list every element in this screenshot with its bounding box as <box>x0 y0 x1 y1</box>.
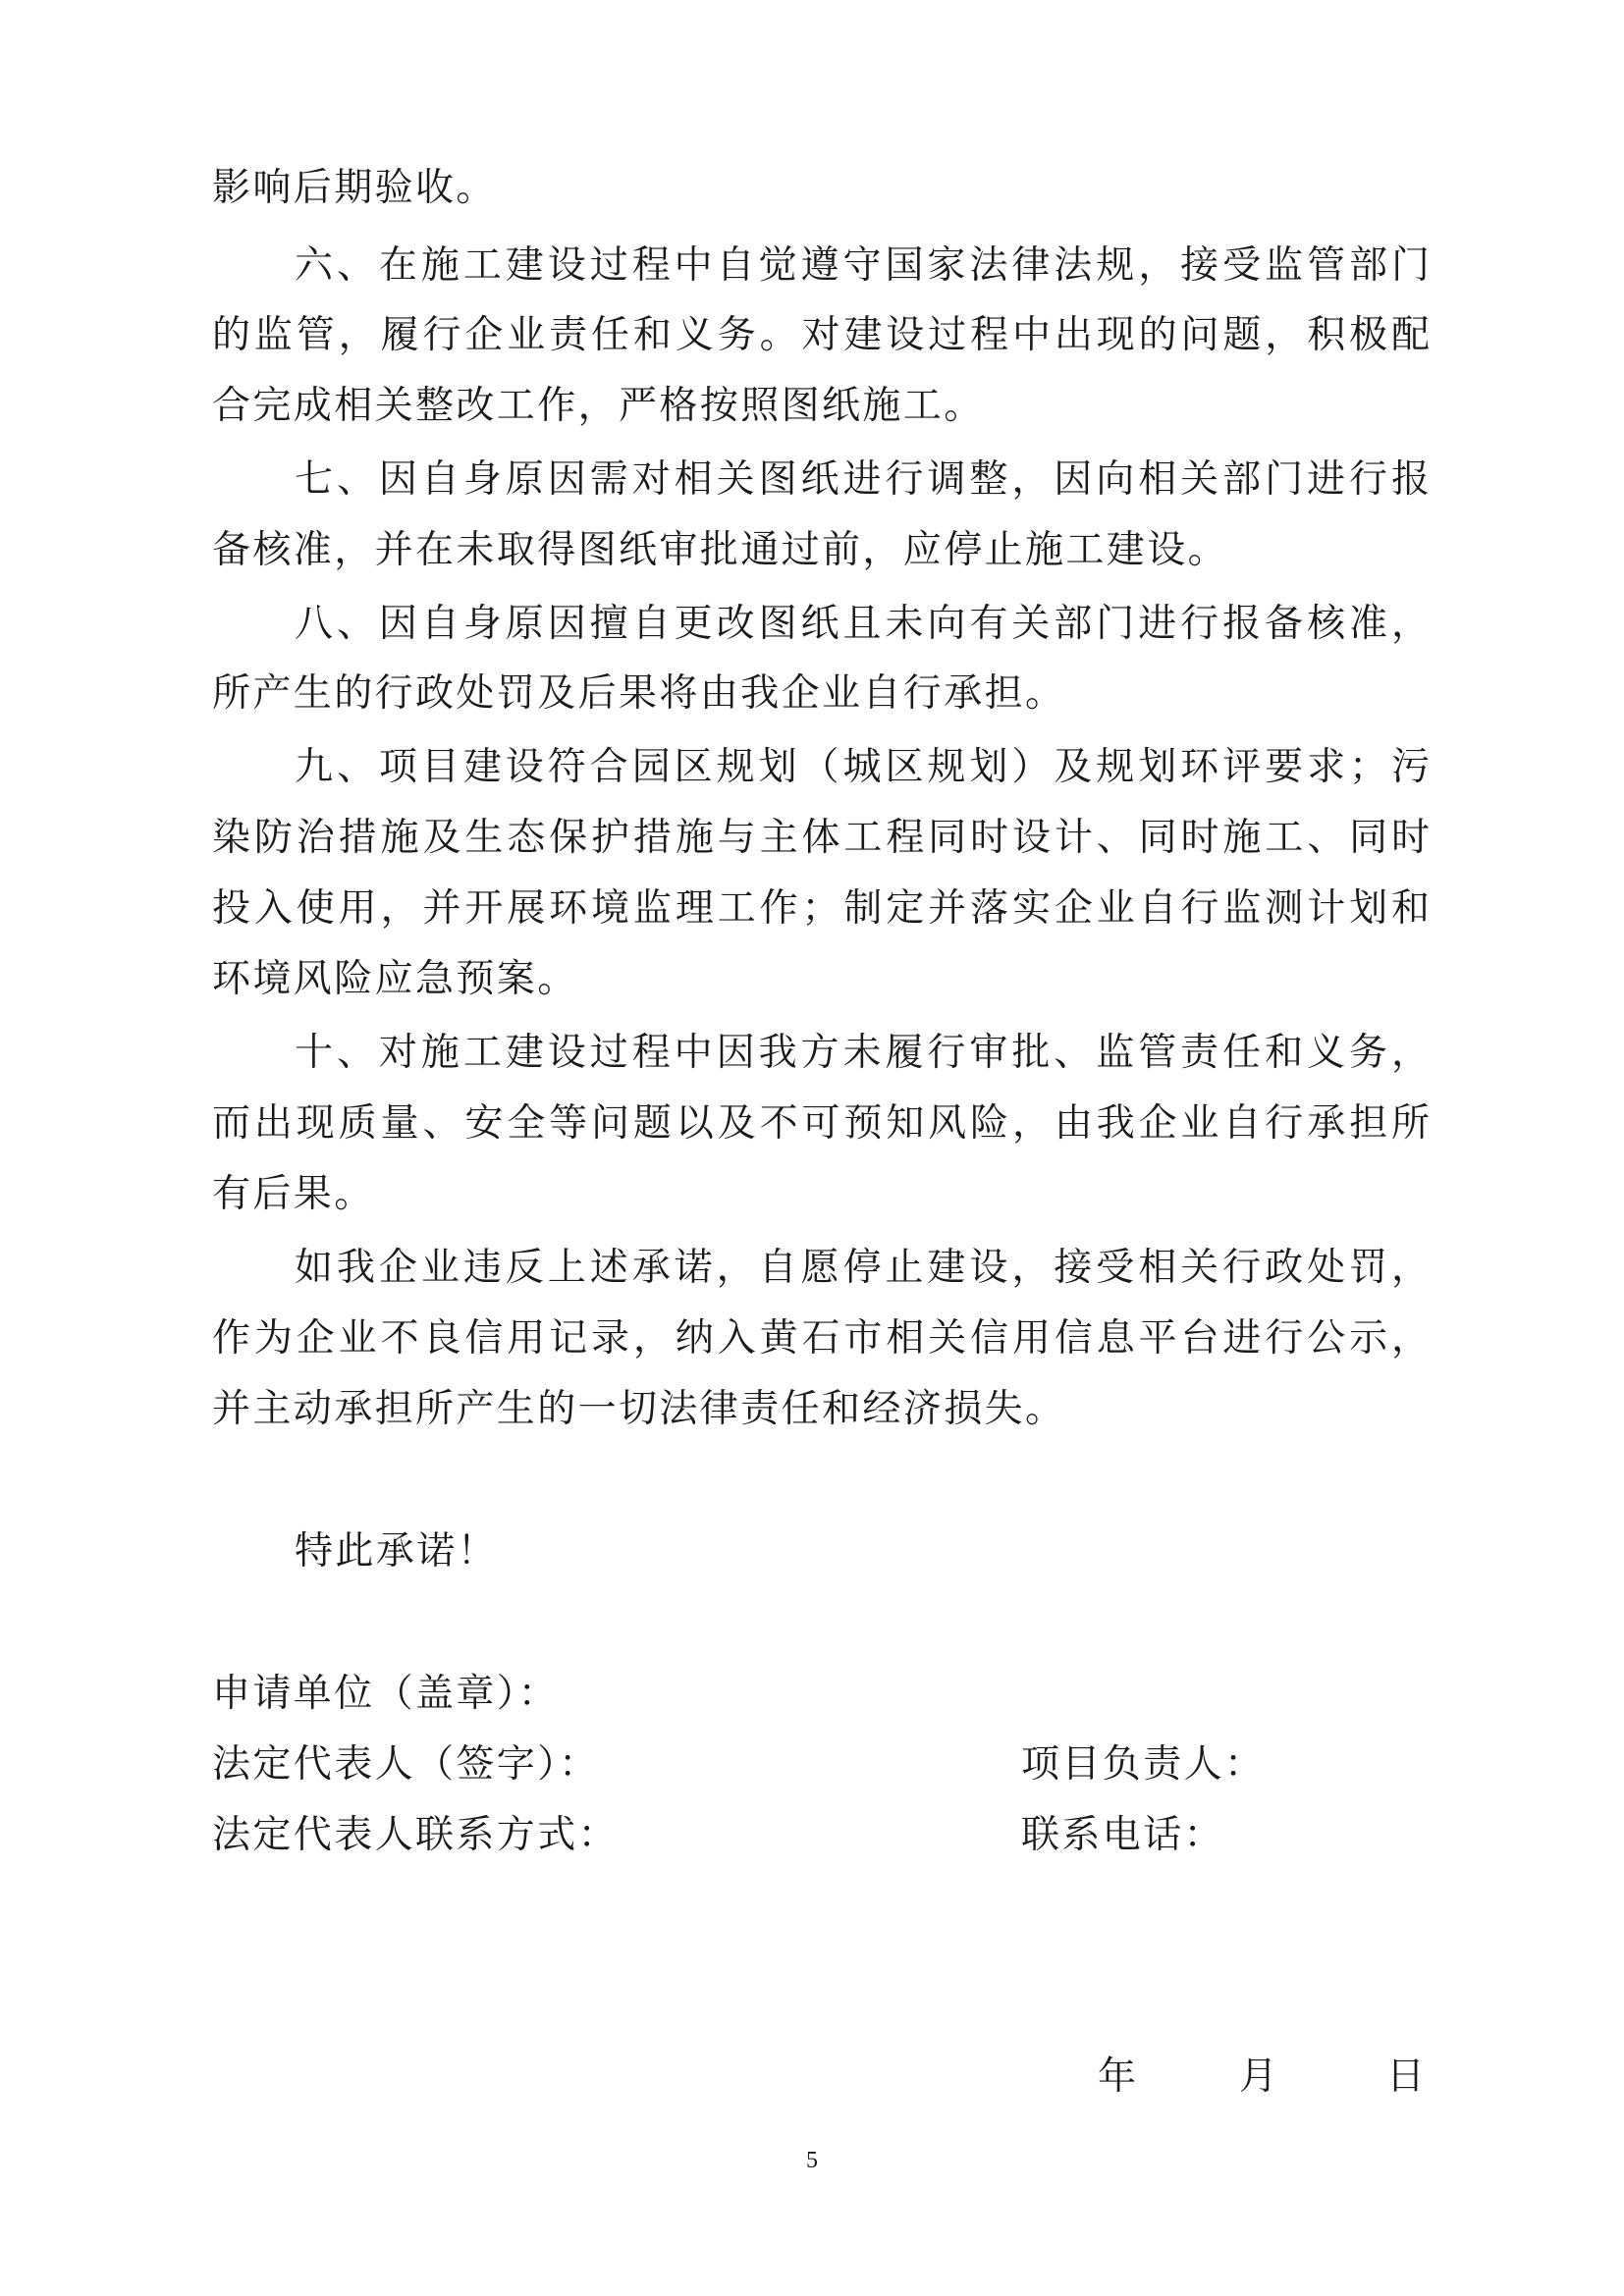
paragraph-line: 投入使用，并开展环境监理工作；制定并落实企业自行监测计划和 <box>212 886 1430 931</box>
paragraph-line: 影响后期验收。 <box>212 166 497 210</box>
legal-rep-label: 法定代表人（签字）： <box>212 1742 600 1787</box>
paragraph-line: 有后果。 <box>212 1172 375 1216</box>
paragraph-line: 作为企业不良信用记录，纳入黄石市相关信用信息平台进行公示， <box>212 1316 1430 1361</box>
paragraph-line: 如我企业违反上述承诺，自愿停止建设，接受相关行政处罚， <box>295 1246 1430 1290</box>
applicant-unit-label: 申请单位（盖章）： <box>212 1672 560 1716</box>
paragraph-line: 合完成相关整改工作，严格按照图纸施工。 <box>212 384 985 428</box>
legal-rep-contact-label: 法定代表人联系方式： <box>212 1813 620 1857</box>
paragraph-line: 六、在施工建设过程中自觉遵守国家法律法规，接受监管部门 <box>295 243 1430 288</box>
project-lead-label: 项目负责人： <box>1021 1742 1266 1787</box>
paragraph-line: 备核准，并在未取得图纸审批通过前，应停止施工建设。 <box>212 528 1229 572</box>
date-year: 年 <box>1098 2055 1137 2099</box>
paragraph-line: 染防治措施及生态保护措施与主体工程同时设计、同时施工、同时 <box>212 816 1430 860</box>
paragraph-line: 而出现质量、安全等问题以及不可预知风险，由我企业自行承担所 <box>212 1101 1430 1146</box>
paragraph-line: 十、对施工建设过程中因我方未履行审批、监管责任和义务， <box>295 1031 1430 1075</box>
paragraph-line: 的监管，履行企业责任和义务。对建设过程中出现的问题，积极配 <box>212 313 1430 357</box>
closing-statement: 特此承诺！ <box>295 1529 499 1574</box>
paragraph-line: 八、因自身原因擅自更改图纸且未向有关部门进行报备核准， <box>295 602 1430 646</box>
phone-label: 联系电话： <box>1021 1813 1225 1857</box>
paragraph-line: 环境风险应急预案。 <box>212 957 578 1001</box>
paragraph-line: 七、因自身原因需对相关图纸进行调整，因向相关部门进行报 <box>295 457 1430 502</box>
paragraph-line: 所产生的行政处罚及后果将由我企业自行承担。 <box>212 671 1066 716</box>
paragraph-line: 并主动承担所产生的一切法律责任和经济损失。 <box>212 1387 1066 1431</box>
paragraph-line: 九、项目建设符合园区规划（城区规划）及规划环评要求；污 <box>295 745 1430 789</box>
date-month: 月 <box>1239 2055 1278 2099</box>
date-day: 日 <box>1386 2055 1426 2099</box>
page-number: 5 <box>806 2148 818 2173</box>
